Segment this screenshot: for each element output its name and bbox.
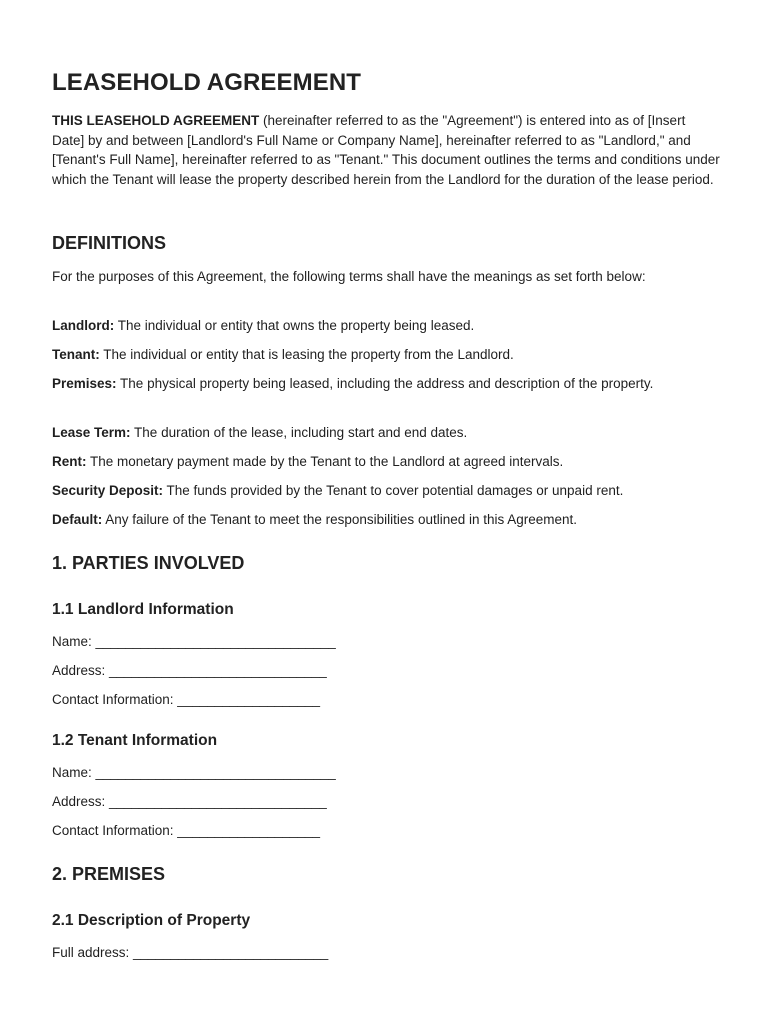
property-description-heading: 2.1 Description of Property [52,912,251,929]
definition-rent [52,452,720,472]
definition-text: The duration of the lease, including start and end dates. [130,425,468,440]
definition-tenant [52,345,720,365]
definition-term: Security Deposit: [52,483,164,498]
definition-text: The monetary payment made by the Tenant to the Landlord at agreed intervals. [86,454,564,469]
tenant-info-heading: 1.2 Tenant Information [52,732,218,749]
definition-text: The individual or entity that owns the property being leased. [114,318,475,333]
definition-term: Lease Term: [52,425,131,440]
definition-premises [52,374,720,394]
landlord-contact-field: Contact Information: ___________________ [52,692,320,707]
landlord-name-field: Name: ________________________________ [52,634,336,649]
definition-text: The physical property being leased, including the address and description of the property. [116,376,654,391]
definition-term: Rent: [52,454,87,469]
document-title: LEASEHOLD AGREEMENT [52,69,362,96]
premises-heading: 2. PREMISES [52,864,166,884]
definition-term: Landlord: [52,318,115,333]
definitions-intro: For the purposes of this Agreement, the following terms shall have the meanings as set forth below: [52,269,646,284]
definition-text: The individual or entity that is leasing the property from the Landlord. [99,347,514,362]
definition-default [52,510,720,530]
intro-paragraph [52,111,720,189]
full-address-field: Full address: __________________________ [52,945,329,960]
tenant-address-field: Address: _____________________________ [52,794,327,809]
definition-security-deposit [52,481,720,501]
tenant-contact-field: Contact Information: ___________________ [52,823,320,838]
definition-lease-term [52,423,720,443]
tenant-name-field: Name: ________________________________ [52,765,336,780]
definitions-heading: DEFINITIONS [52,233,167,253]
definition-text: The funds provided by the Tenant to cover potential damages or unpaid rent. [163,483,624,498]
parties-heading: 1. PARTIES INVOLVED [52,553,245,573]
intro-text: (hereinafter referred to as the "Agreement") is entered into as of [Insert Date] by and between [Landlord's Full Name or Company Name], hereinafter referred to as "Landlord," and [Tenant's Full Name], hereinafter referred to as "Tenant." This document outlines the terms and conditions under which the Tenant will lease the property described herein from the Landlord for the duration of the lease period. [52,113,720,187]
definition-term: Tenant: [52,347,100,362]
definition-term: Premises: [52,376,117,391]
definition-term: Default: [52,512,103,527]
landlord-address-field: Address: _____________________________ [52,663,327,678]
intro-lead: THIS LEASEHOLD AGREEMENT [52,113,260,128]
landlord-info-heading: 1.1 Landlord Information [52,601,234,618]
definition-text: Any failure of the Tenant to meet the responsibilities outlined in this Agreement. [102,512,578,527]
definition-landlord [52,316,720,336]
